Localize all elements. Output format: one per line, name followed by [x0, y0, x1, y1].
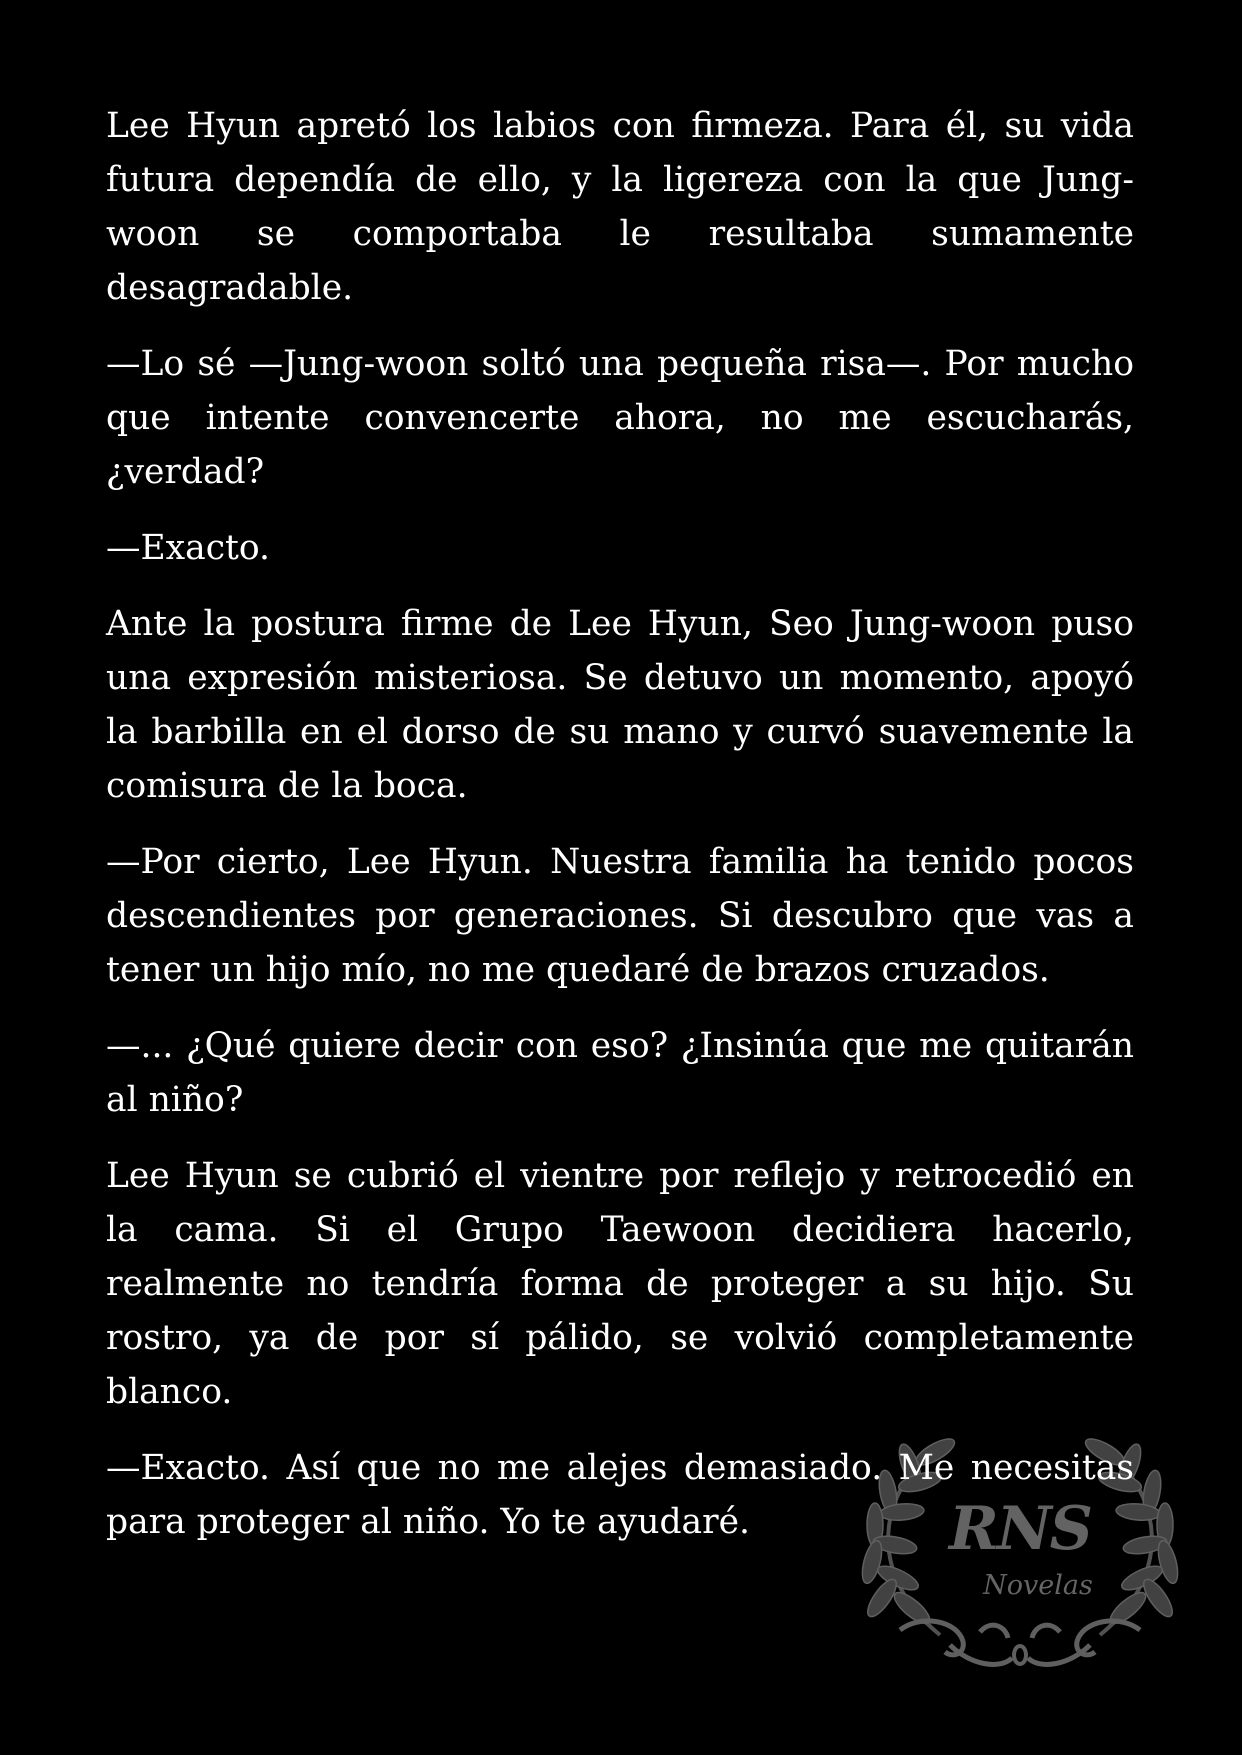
watermark-logo-text: RNS	[948, 1494, 1092, 1564]
paragraph: —Lo sé —Jung-woon soltó una pequeña risa—. Por mucho que intente convencerte ahora, no me escucharás, ¿verdad?	[106, 344, 1134, 492]
paragraph: —... ¿Qué quiere decir con eso? ¿Insinúa que me quitarán al niño?	[106, 1026, 1134, 1120]
paragraph: —Exacto. Así que no me alejes demasiado. Me necesitas para proteger al niño. Yo te ayudaré.	[106, 1448, 1134, 1542]
paragraph: —Por cierto, Lee Hyun. Nuestra familia ha tenido pocos descendientes por generaciones. Si descubro que vas a tener un hijo mío, no me quedaré de brazos cruzados.	[106, 842, 1134, 990]
document-page	[106, 99, 1134, 1571]
paragraph: —Exacto.	[106, 528, 271, 568]
paragraph: Lee Hyun se cubrió el vientre por reflejo y retrocedió en la cama. Si el Grupo Taewoon decidiera hacerlo, realmente no tendría forma de proteger a su hijo. Su rostro, ya de por sí pálido, se volvió completamente blanco.	[106, 1156, 1134, 1412]
paragraph: Lee Hyun apretó los labios con firmeza. Para él, su vida futura dependía de ello, y la ligereza con la que Jung-woon se comportaba le resultaba sumamente desagradable.	[106, 106, 1134, 308]
watermark-sub-text: Novelas	[983, 1570, 1093, 1601]
paragraph: Ante la postura firme de Lee Hyun, Seo Jung-woon puso una expresión misteriosa. Se detuvo un momento, apoyó la barbilla en el dorso de su mano y curvó suavemente la comisura de la boca.	[106, 604, 1134, 806]
